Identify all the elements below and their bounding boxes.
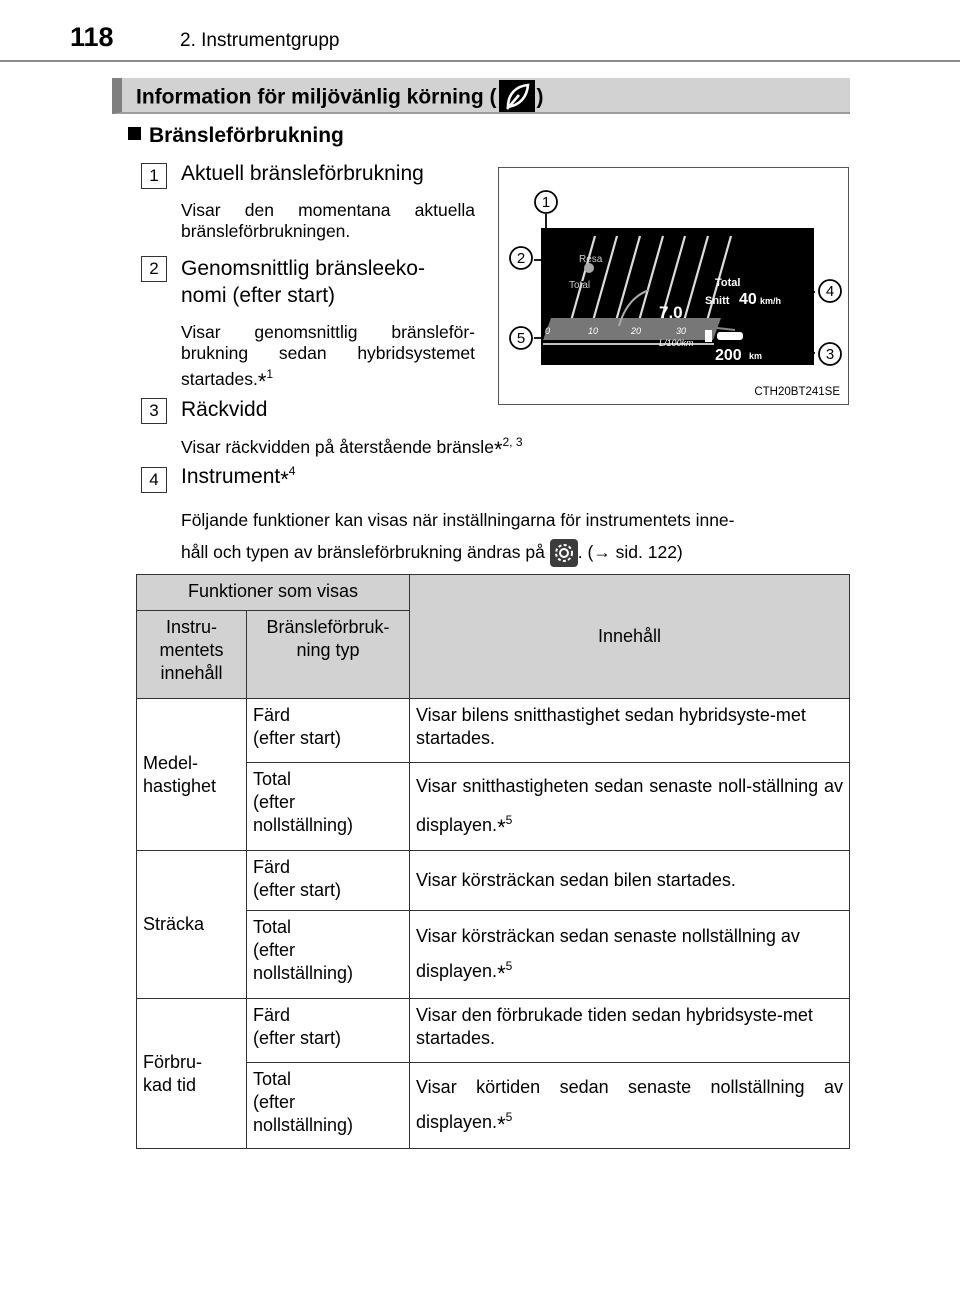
row-type: Total (efter nollställning) xyxy=(247,911,410,999)
row-content: Visar körsträckan sedan senaste nollställning av displayen.*$^5$ xyxy=(410,911,850,999)
functions-table xyxy=(136,574,850,1149)
item-title-average-economy: Genomsnittlig bränsleeko- nomi (efter start) xyxy=(181,257,425,307)
speed-value: 40 xyxy=(739,291,757,308)
eco-display-diagram xyxy=(499,168,848,404)
item-desc-range: Visar räckvidden på återstående bränsle*$^{2, 3}$ xyxy=(181,435,523,462)
consumption-unit: L/100km xyxy=(659,338,694,348)
item-number-2: 2 xyxy=(141,256,167,282)
header-content: Innehåll xyxy=(410,575,850,699)
car-icon xyxy=(717,332,743,340)
settings-gear-icon xyxy=(550,539,578,567)
section-title xyxy=(136,84,544,112)
scale-0: 0 xyxy=(545,326,551,336)
header-functions: Funktioner som visas xyxy=(137,575,410,611)
item-number-3: 3 xyxy=(141,398,167,424)
row-content: Visar körsträckan sedan bilen startades. xyxy=(410,851,850,911)
item-number-4: 4 xyxy=(141,467,167,493)
resa-label: Resa xyxy=(579,254,603,265)
table-header-row xyxy=(137,575,850,611)
item-desc-average-economy: Visar genomsnittlig bränsleför-brukning sedan hybridsystemet startades.*$^1$ xyxy=(181,322,475,394)
row-content: Visar bilens snitthastighet sedan hybridsyste-met startades. xyxy=(410,699,850,763)
scale-30: 30 xyxy=(676,326,687,336)
callout-3-label: 3 xyxy=(825,346,835,363)
square-bullet-icon xyxy=(128,127,141,140)
section-title-end: ) xyxy=(536,85,544,109)
subsection-title: Bränsleförbrukning xyxy=(128,124,344,148)
speed-unit: km/h xyxy=(760,296,782,306)
item-title-instrument: Instrument*$^4$ xyxy=(181,464,296,492)
callout-1-label: 1 xyxy=(541,194,551,211)
table-row xyxy=(137,699,850,763)
total-label: Total xyxy=(715,277,741,289)
footnote-star: * xyxy=(497,1111,506,1137)
range-value: 200 xyxy=(715,347,742,364)
footnote-star: * xyxy=(497,814,506,840)
callout-5-label: 5 xyxy=(516,330,526,347)
row-type: Total (efter nollställning) xyxy=(247,1063,410,1149)
item-desc-current-consumption: Visar den momentana aktuella bränsleförbrukningen. xyxy=(181,200,475,241)
figure-caption: CTH20BT241SE xyxy=(754,386,840,398)
instrument-figure xyxy=(498,167,849,405)
callout-2-label: 2 xyxy=(516,250,526,267)
scale-10: 10 xyxy=(588,326,599,336)
section-title-start: Information för miljövänlig körning ( xyxy=(136,85,497,109)
footnote-star: * xyxy=(493,436,503,462)
page-number: 118 xyxy=(70,22,114,52)
snitt-label: Snitt xyxy=(705,295,730,307)
item-title-range: Räckvidd xyxy=(181,398,268,421)
header-divider xyxy=(0,60,960,62)
table-row xyxy=(137,999,850,1063)
footnote-star: * xyxy=(497,960,506,986)
header-fuel-type: Bränsleförbruk- ning typ xyxy=(247,611,410,699)
chapter-title: 2. Instrumentgrupp xyxy=(180,30,340,51)
item-number-1: 1 xyxy=(141,163,167,189)
range-unit: km xyxy=(749,351,763,361)
row-type: Total (efter nollställning) xyxy=(247,763,410,851)
group-distance: Sträcka xyxy=(137,851,247,999)
fuel-pump-icon xyxy=(705,330,712,342)
group-average-speed: Medel- hastighet xyxy=(137,699,247,851)
scale-20: 20 xyxy=(631,326,642,336)
footnote-star: * xyxy=(280,467,289,492)
item-title-current-consumption: Aktuell bränsleförbrukning xyxy=(181,162,424,185)
group-elapsed-time: Förbru- kad tid xyxy=(137,999,247,1149)
item-desc-instrument: Följande funktioner kan visas när inställningarna för instrumentets inne- håll och typen av bränsleförbrukning ändras på . (→ sid. 122) xyxy=(181,504,851,568)
row-type: Färd (efter start) xyxy=(247,999,410,1063)
section-header xyxy=(112,78,850,114)
row-content: Visar snitthastigheten sedan senaste noll-ställning av displayen.*$^5$ xyxy=(410,763,850,851)
row-content: Visar körtiden sedan senaste nollställning av displayen.*$^5$ xyxy=(410,1063,850,1149)
row-content: Visar den förbrukade tiden sedan hybridsyste-met startades. xyxy=(410,999,850,1063)
total-bar-label: Total xyxy=(569,280,591,291)
row-type: Färd (efter start) xyxy=(247,699,410,763)
consumption-value: 7.0 xyxy=(659,303,683,322)
footnote-star: * xyxy=(257,368,267,394)
row-type: Färd (efter start) xyxy=(247,851,410,911)
table-row xyxy=(137,851,850,911)
eco-leaf-icon xyxy=(499,80,535,112)
header-instrument-content: Instru- mentets innehåll xyxy=(137,611,247,699)
callout-4-label: 4 xyxy=(825,283,835,300)
